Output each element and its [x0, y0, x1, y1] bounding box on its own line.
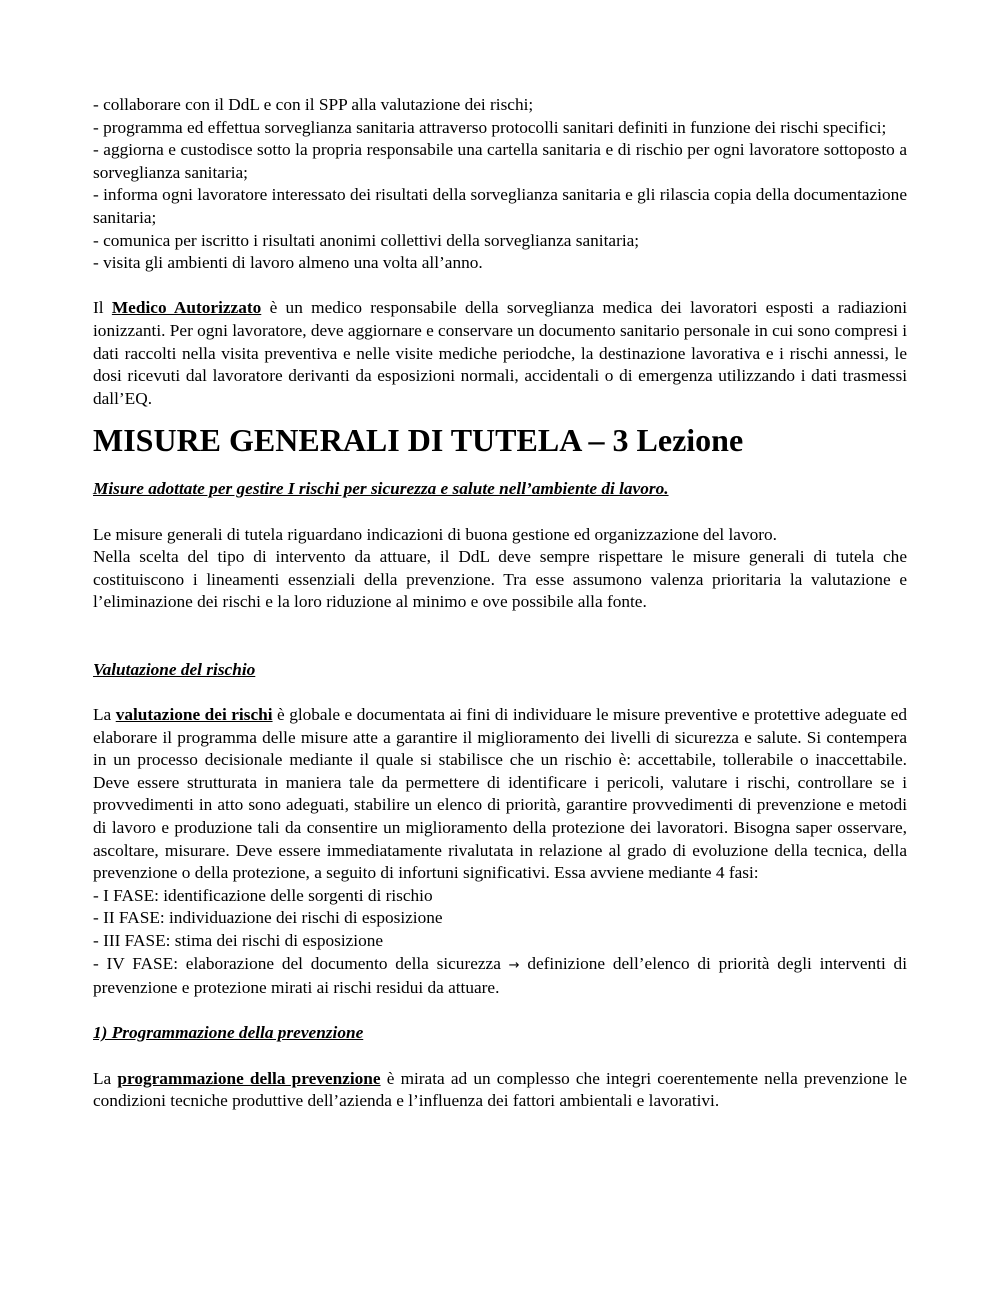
text-span: è un medico responsabile della sorveglianza medica dei lavoratori esposti a radiazioni ionizzanti. Per ogni lavoratore, deve aggiornare e conservare un documento sanitario personale in cui sono compresi i dati raccolti nella visita preventiva e nelle visite mediche periodche, la destinazione lavorativa e i rischi annessi, le dosi ricevuti dal lavoratore derivanti da esposizioni normali, accidentali o di emergenza utilizzando i dati trasmessi dall’EQ. — [93, 298, 907, 408]
list-item: - aggiorna e custodisce sotto la propria responsabile una cartella sanitaria e di rischio per ogni lavoratore sottoposto a sorveglianza sanitaria; — [93, 140, 907, 182]
valutazione-paragraph — [93, 704, 907, 885]
text-span: La — [93, 1068, 118, 1088]
programmazione-paragraph — [93, 1068, 907, 1113]
list-item: - III FASE: stima dei rischi di esposizione — [93, 931, 384, 950]
list-item: - collaborare con il DdL e con il SPP alla valutazione dei rischi; — [93, 95, 534, 114]
keyword-medico-autorizzato: Medico Autorizzato — [111, 298, 262, 318]
subheading-programmazione: 1) Programmazione della prevenzione — [93, 1023, 364, 1043]
list-item: - II FASE: individuazione dei rischi di esposizione — [93, 908, 443, 928]
list-item: - visita gli ambienti di lavoro almeno una volta all’anno. — [93, 253, 483, 273]
text-span: - IV FASE: elaborazione del documento della sicurezza — [93, 953, 509, 973]
list-item: - informa ogni lavoratore interessato dei risultati della sorveglianza sanitaria e gli rilascia copia della documentazione sanitaria; — [93, 185, 907, 227]
keyword-valutazione-rischi: valutazione dei rischi — [115, 705, 273, 725]
subheading: Misure adottate per gestire I rischi per sicurezza e salute nell’ambiente di lavoro. — [93, 479, 669, 499]
text-span: è globale e documentata ai fini di individuare le misure preventive e protettive adeguate ed elaborare il programma delle misure atte a garantire il miglioramento dei livelli di sicurezza e salute. Si contempera in un processo decisionale mediante il quale si stabilisce che un rischio è: accettabile, tollerabile o inaccettabile. Deve essere strutturata in maniera tale da permettere di identificare i pericoli, valutare i rischi, controllare se i provvedimenti in atto sono adeguati, stabilire un elenco di priorità, garantire provvedimenti di prevenzione e metodi di lavoro e produzione tali da consentire un miglioramento della protezione dei lavoratori. Bisogna saper osservare, ascoltare, misurare. Deve essere immediatamente rivalutata in relazione al grado di evoluzione della tecnica, della prevenzione o della protezione, a seguito di infortuni significativi. Essa avviene mediante 4 fasi: — [93, 705, 907, 883]
paragraph: Le misure generali di tutela riguardano indicazioni di buona gestione ed organizzazione del lavoro. — [93, 524, 777, 544]
list-item — [93, 953, 907, 1000]
subheading-valutazione: Valutazione del rischio — [93, 659, 256, 679]
list-item: - I FASE: identificazione delle sorgenti di rischio — [93, 885, 433, 905]
text-span: La — [93, 705, 116, 725]
text-span: Il — [93, 298, 112, 318]
list-item: - comunica per iscritto i risultati anonimi collettivi della sorveglianza sanitaria; — [93, 230, 640, 250]
text-span: è mirata ad un complesso che integri coerentemente nella prevenzione le condizioni tecniche produttive dell’azienda e l’influenza dei fattori ambientali e lavorativi. — [93, 1068, 907, 1111]
paragraph: Nella scelta del tipo di intervento da attuare, il DdL deve sempre rispettare le misure generali di tutela che costituiscono i lineamenti essenziali della prevenzione. Tra esse assumono valenza prioritaria la valutazione e l’eliminazione dei rischi e la loro riduzione al minimo e ove possibile alla fonte. — [93, 547, 907, 612]
list-item: - programma ed effettua sorveglianza sanitaria attraverso protocolli sanitari definiti in funzione dei rischi specifici; — [93, 117, 887, 137]
keyword-programmazione: programmazione della prevenzione — [117, 1068, 381, 1088]
section-heading: MISURE GENERALI DI TUTELA – 3 Lezione — [93, 422, 744, 459]
document-page — [93, 94, 907, 1113]
text-span: definizione dell’elenco di priorità degli interventi di prevenzione e protezione mirati ai rischi residui da attuare. — [93, 953, 908, 998]
arrow-icon: → — [508, 957, 520, 973]
medico-paragraph — [93, 297, 907, 410]
